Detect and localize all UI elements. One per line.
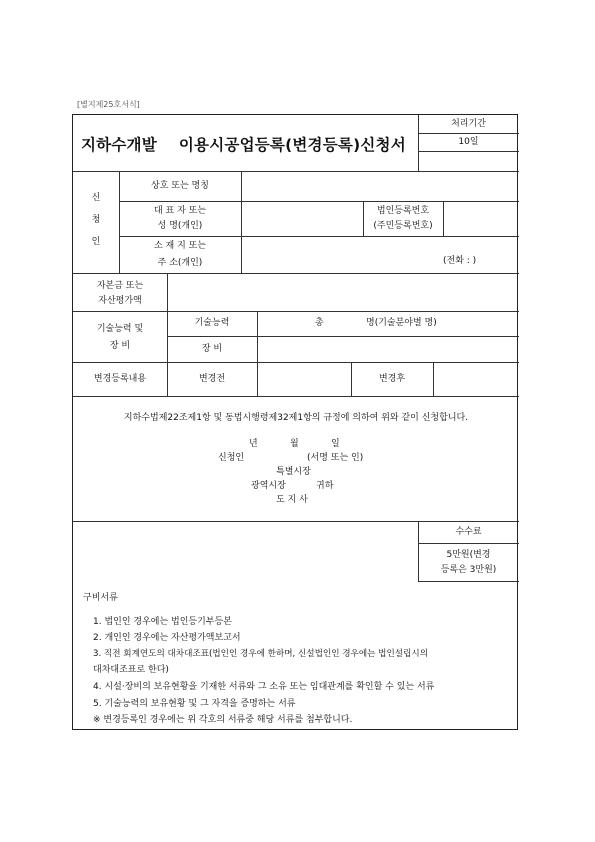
required-docs-note: ※ 변경등록인 경우에는 위 각호의 서류중 해당 서류를 첨부합니다. <box>93 715 353 725</box>
fee-line1: 5만원(변경 <box>446 550 491 560</box>
applicant-section-char-2: 청 <box>91 215 101 225</box>
tech-section-label-line1: 기술능력 및 <box>96 324 144 334</box>
title-part-1: 지하수개발 <box>81 136 157 154</box>
tech-ability-label: 기술능력 <box>194 318 230 328</box>
processing-period-value: 10일 <box>458 137 479 147</box>
date-month: 월 <box>290 439 299 449</box>
representative-label-line2: 성 명(개인) <box>157 221 203 231</box>
date-year: 년 <box>249 439 258 449</box>
honorific: 귀하 <box>316 481 334 491</box>
address-label-line2: 주 소(개인) <box>157 258 203 268</box>
required-doc-item-continued: 대차대조표로 한다) <box>93 665 169 675</box>
corp-reg-label-line2: (주민등록번호) <box>373 221 433 231</box>
equipment-label: 장 비 <box>201 344 223 354</box>
recipient-special-city: 특별시장 <box>276 467 311 477</box>
phone-label: (전화 : ) <box>443 256 477 266</box>
required-doc-item: 5. 기술능력의 보유현황 및 그 자격을 증명하는 서류 <box>93 699 296 709</box>
required-doc-item: 3. 직전 회계연도의 대차대조표(법인인 경우에 한하며, 신설법인인 경우에는 법인설립시의 <box>93 649 428 659</box>
application-form <box>72 114 518 730</box>
applicant-section-char-1: 신 <box>91 193 101 203</box>
form-number: [별지제25호서식] <box>77 100 140 109</box>
required-doc-item: 4. 시설·장비의 보유현황을 기재한 서류와 그 소유 또는 임대관계를 확인할 수 있는 서류 <box>93 682 435 692</box>
tech-total-label: 총 <box>315 318 324 328</box>
capital-label-line2: 자산평가액 <box>98 296 142 306</box>
capital-label-line1: 자본금 또는 <box>96 281 144 291</box>
tech-section-label-line2: 장 비 <box>109 341 131 351</box>
change-details-label: 변경등록내용 <box>93 374 147 384</box>
change-after-label: 변경후 <box>378 374 406 384</box>
application-statement: 지하수법제22조제1항 및 동법시행령제32제1항의 규정에 의하여 위와 같이 신청합니다. <box>123 413 469 423</box>
recipient-metro-city: 광역시장 <box>251 481 286 491</box>
processing-period-label: 처리기간 <box>451 119 486 129</box>
required-doc-item: 2. 개인인 경우에는 자산평가액보고서 <box>93 633 241 643</box>
applicant-section-char-3: 인 <box>91 237 101 247</box>
title-part-2: 이용시공업등록(변경등록)신청서 <box>178 136 406 154</box>
form-title <box>81 135 406 155</box>
signer-label: 신청인 <box>218 453 245 463</box>
date-day: 일 <box>331 439 340 449</box>
required-docs-title: 구비서류 <box>83 593 118 603</box>
fee-label: 수수료 <box>455 527 482 537</box>
required-doc-item: 1. 법인인 경우에는 법인등기부등본 <box>93 617 232 627</box>
address-label-line1: 소 재 지 또는 <box>153 241 207 251</box>
corp-reg-label-line1: 법인등록번호 <box>376 206 430 216</box>
representative-label-line1: 대 표 자 또는 <box>153 206 207 216</box>
recipient-province: 도 지 사 <box>276 495 308 505</box>
tech-count-text: 명(기술분야별 명) <box>366 318 437 328</box>
signature-note: (서명 또는 인) <box>307 453 364 463</box>
change-before-label: 변경전 <box>198 374 226 384</box>
trade-name-label: 상호 또는 명칭 <box>151 181 209 191</box>
fee-line2: 등록은 3만원) <box>440 565 497 575</box>
